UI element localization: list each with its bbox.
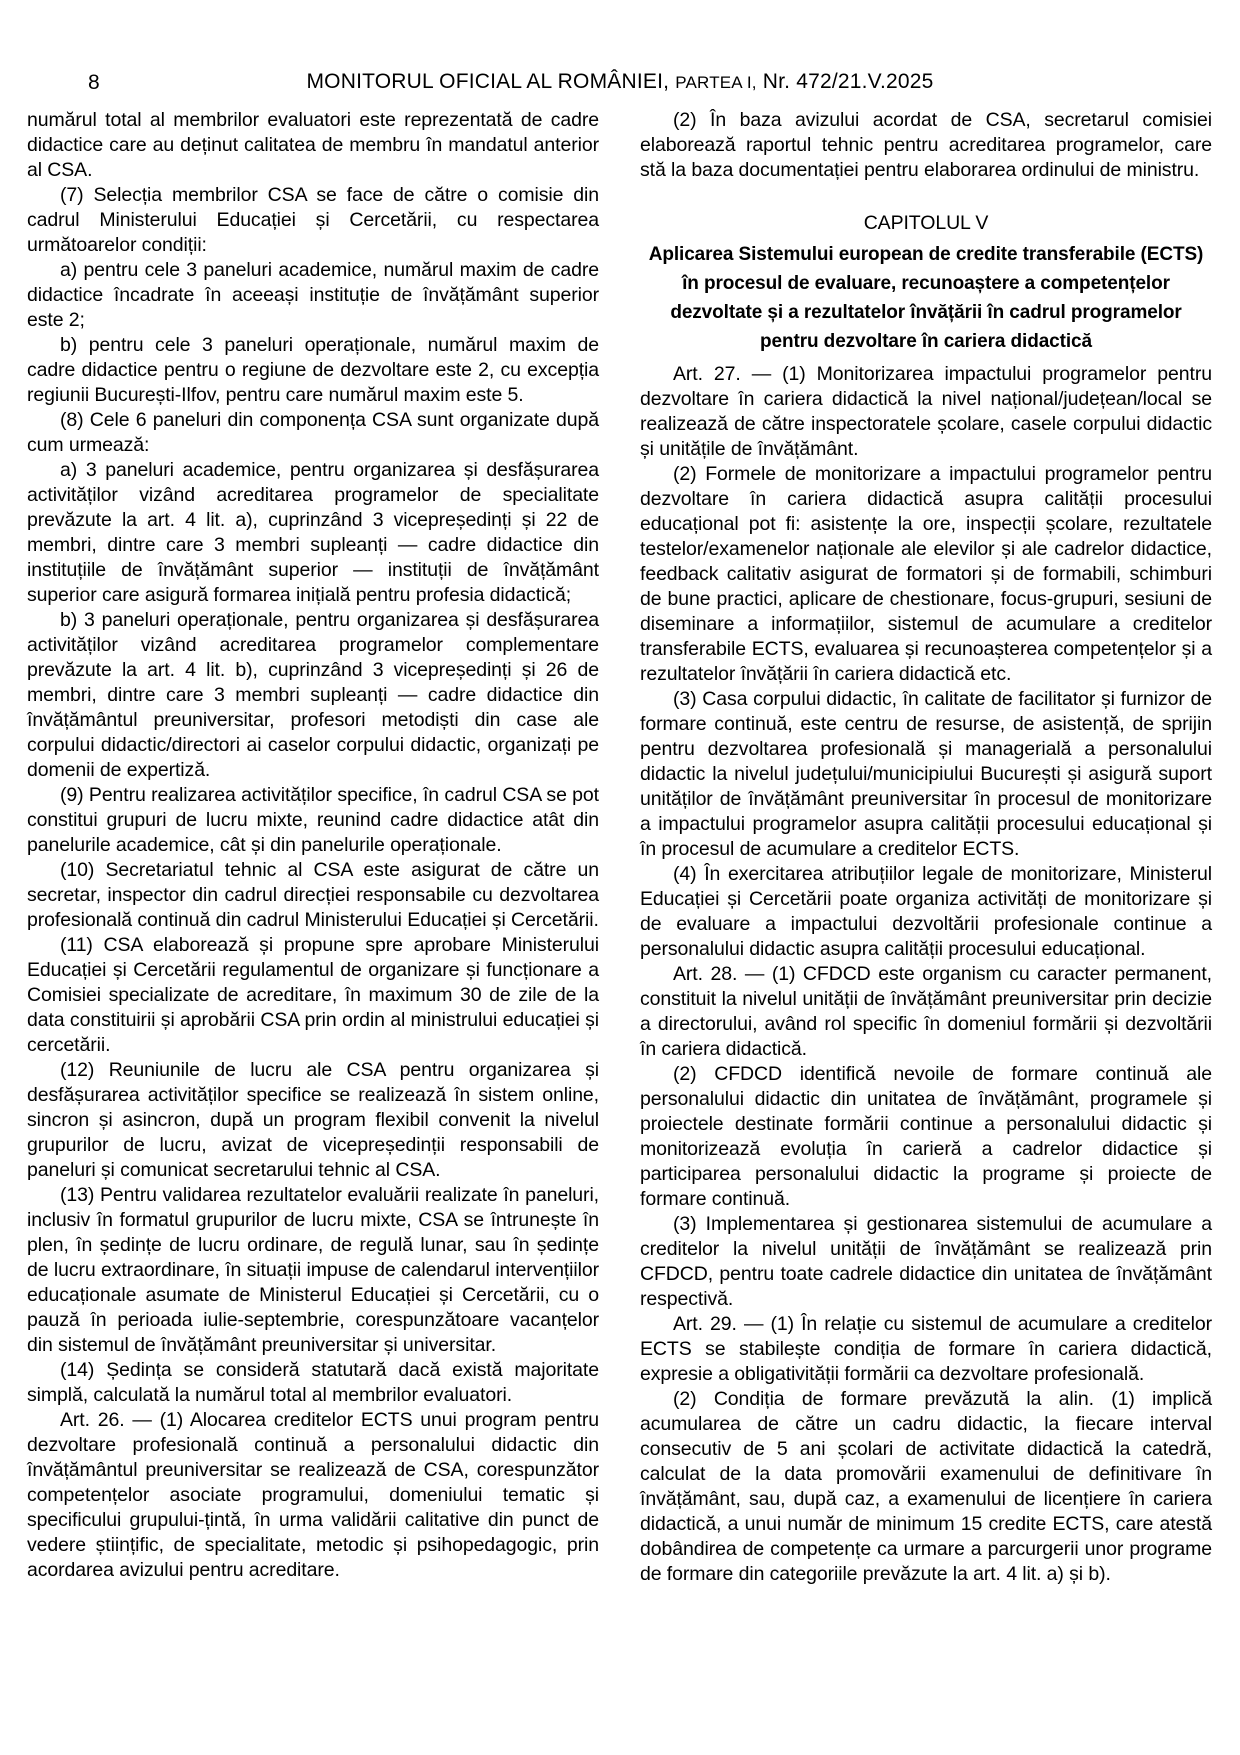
header-title-main: MONITORUL OFICIAL AL ROMÂNIEI, bbox=[306, 70, 670, 93]
paragraph: (2) În baza avizului acordat de CSA, secretarul comisiei elaborează raportul tehnic pentru acreditarea programelor, care stă la baza documentației pentru elaborarea ordinului de ministru. bbox=[640, 109, 1212, 181]
page-header bbox=[0, 70, 1240, 96]
left-column bbox=[27, 108, 599, 1587]
paragraph: (2) Condiția de formare prevăzută la alin. (1) implică acumularea de către un cadru didactic, la fiecare interval consecutiv de 5 ani școlari de activitate didactică la catedră, calculat de la data promovării examenului de definitivare în învățământ, sau, după caz, a examenului de licențiere în cariera didactică, a unui număr de minimum 15 credite ECTS, care atestă dobândirea de competențe ca urmare a parcurgerii unor programe de formare din categoriile prevăzute la art. 4 lit. a) și b). bbox=[640, 1388, 1212, 1585]
text-columns bbox=[27, 108, 1213, 1587]
header-title-issue: Nr. 472/21.V.2025 bbox=[762, 70, 934, 93]
paragraph: (3) Implementarea și gestionarea sistemului de acumulare a creditelor la nivelul unității de învățământ se realizează prin CFDCD, pentru toate cadrele didactice din unitatea de învățământ respectivă. bbox=[640, 1213, 1212, 1310]
right-column bbox=[640, 108, 1212, 1587]
paragraph: (8) Cele 6 paneluri din componența CSA sunt organizate după cum urmează: bbox=[27, 409, 599, 456]
paragraph: b) 3 paneluri operaționale, pentru organizarea și desfășurarea activităților vizând acreditarea programelor complementare prevăzute la art. 4 lit. b), cuprinzând 3 vicepreședinți și 26 de membri, dintre care 3 membri supleanți — cadre didactice din învățământul preuniversitar, profesori metodiști din case ale corpului didactic/directori ai caselor corpului didactic, organizați pe domenii de expertiză. bbox=[27, 609, 599, 781]
paragraph: (12) Reuniunile de lucru ale CSA pentru organizarea și desfășurarea activităților specifice se realizează în sistem online, sincron și asincron, după un program flexibil convenit la nivelul grupurilor de lucru, avizat de vicepreședinții responsabili de paneluri și comunicat secretarului tehnic al CSA. bbox=[27, 1059, 599, 1181]
paragraph: (7) Selecția membrilor CSA se face de către o comisie din cadrul Ministerului Educației și Cercetării, cu respectarea următoarelor condiții: bbox=[27, 184, 599, 256]
paragraph: a) pentru cele 3 paneluri academice, numărul maxim de cadre didactice încadrate în aceeași instituție de învățământ superior este 2; bbox=[27, 259, 599, 331]
paragraph: (13) Pentru validarea rezultatelor evaluării realizate în paneluri, inclusiv în formatul grupurilor de lucru mixte, CSA se întrunește în plen, în ședințe de lucru ordinare, de regulă lunar, sau în ședințe de lucru extraordinare, în situații impuse de calendarul intervențiilor educaționale asumate de Ministerul Educației și Cercetării, cu o pauză în perioada iulie-septembrie, corespunzătoare vacanțelor din sistemul de învățământ preuniversitar și universitar. bbox=[27, 1184, 599, 1356]
paragraph: numărul total al membrilor evaluatori este reprezentată de cadre didactice care au deținut calitatea de membru în mandatul anterior al CSA. bbox=[27, 109, 599, 181]
paragraph: (2) CFDCD identifică nevoile de formare continuă ale personalului didactic din unitatea de învățământ, programele și proiectele destinate formării continue a personalului didactic și monitorizează evoluția în carieră a cadrelor didactice și participarea personalului didactic la programe și proiecte de formare continuă. bbox=[640, 1063, 1212, 1210]
paragraph: (3) Casa corpului didactic, în calitate de facilitator și furnizor de formare continuă, este centru de resurse, de asistență, de sprijin pentru dezvoltarea profesională și managerială a personalului didactic la nivelul județului/municipiului București și asigură suport unităților de învățământ preuniversitar în procesul de monitorizare a impactului programelor asupra calității procesului educațional și în procesul de acumulare a creditelor ECTS. bbox=[640, 688, 1212, 860]
chapter-heading: CAPITOLUL V bbox=[863, 212, 989, 234]
paragraph: b) pentru cele 3 paneluri operaționale, numărul maxim de cadre didactice pentru o regiune de dezvoltare este 2, cu excepția regiunii București-Ilfov, pentru care numărul maxim este 5. bbox=[27, 334, 599, 406]
chapter-title: Aplicarea Sistemului european de credite transferabile (ECTS) în procesul de evaluare, recunoaștere a competențelor dezvoltate și a rezultatelor învățării în cadrul programelor pentru dezvoltare în cariera didactică bbox=[648, 244, 1204, 352]
paragraph: (10) Secretariatul tehnic al CSA este asigurat de către un secretar, inspector din cadrul direcției responsabile cu dezvoltarea profesională continuă din cadrul Ministerului Educației și Cercetării. bbox=[27, 859, 599, 931]
paragraph: Art. 28. — (1) CFDCD este organism cu caracter permanent, constituit la nivelul unității de învățământ preuniversitar prin decizie a directorului, având rol specific în domeniul formării și dezvoltării în cariera didactică. bbox=[640, 963, 1212, 1060]
paragraph: a) 3 paneluri academice, pentru organizarea și desfășurarea activităților vizând acreditarea programelor de specialitate prevăzute la art. 4 lit. a), cuprinzând 3 vicepreședinți și 22 de membri, dintre care 3 membri supleanți — cadre didactice din instituțiile de învățământ superior — instituții de învățământ superior care asigură formarea inițială pentru profesia didactică; bbox=[27, 459, 599, 606]
header-title bbox=[0, 70, 1240, 94]
paragraph: (14) Ședința se consideră statutară dacă există majoritate simplă, calculată la numărul total al membrilor evaluatori. bbox=[27, 1359, 599, 1406]
paragraph: (4) În exercitarea atribuțiilor legale de monitorizare, Ministerul Educației și Cercetării poate organiza activități de monitorizare și de evaluare a impactului dezvoltării profesionale continue a personalului didactic asupra calității procesului educațional. bbox=[640, 863, 1212, 960]
paragraph: (2) Formele de monitorizare a impactului programelor pentru dezvoltare în cariera didactică asupra calității procesului educațional pot fi: asistențe la ore, inspecții școlare, rezultatele testelor/examenelor naționale ale elevilor și ale cadrelor didactice, feedback calitativ asigurat de formatori și de formabili, schimburi de bune practici, aplicare de chestionare, focus-grupuri, sesiuni de diseminare a informațiilor, sistemul de acumulare a creditelor transferabile ECTS, evaluarea și recunoașterea competențelor și a rezultatelor învățării în cariera didactică etc. bbox=[640, 463, 1212, 685]
paragraph: Art. 26. — (1) Alocarea creditelor ECTS unui program pentru dezvoltare profesională continuă a personalului didactic din învățământul preuniversitar se realizează de CSA, corespunzător competențelor asociate programului, domeniului tematic și specificului grupului-țintă, în urma validării calitative din punct de vedere științific, de specialitate, metodic și psihopedagogic, prin acordarea avizului pentru acreditare. bbox=[27, 1409, 599, 1581]
paragraph: (9) Pentru realizarea activităților specifice, în cadrul CSA se pot constitui grupuri de lucru mixte, reunind cadre didactice atât din panelurile academice, cât și din panelurile operaționale. bbox=[27, 784, 599, 856]
header-title-part: PARTEA I, bbox=[675, 73, 757, 92]
paragraph: (11) CSA elaborează și propune spre aprobare Ministerului Educației și Cercetării regulamentul de organizare și funcționare a Comisiei specializate de acreditare, în maximum 30 de zile de la data constituirii și aprobării CSA prin ordin al ministrului educației și cercetării. bbox=[27, 934, 599, 1056]
page-number: 8 bbox=[88, 71, 100, 94]
paragraph: Art. 27. — (1) Monitorizarea impactului programelor pentru dezvoltare în cariera didactică la nivel național/județean/local se realizează de către inspectoratele școlare, casele corpului didactic și unitățile de învățământ. bbox=[640, 363, 1212, 460]
paragraph: Art. 29. — (1) În relație cu sistemul de acumulare a creditelor ECTS se stabilește condiția de formare în cariera didactică, expresie a obligativității formării ca dezvoltare profesională. bbox=[640, 1313, 1212, 1385]
